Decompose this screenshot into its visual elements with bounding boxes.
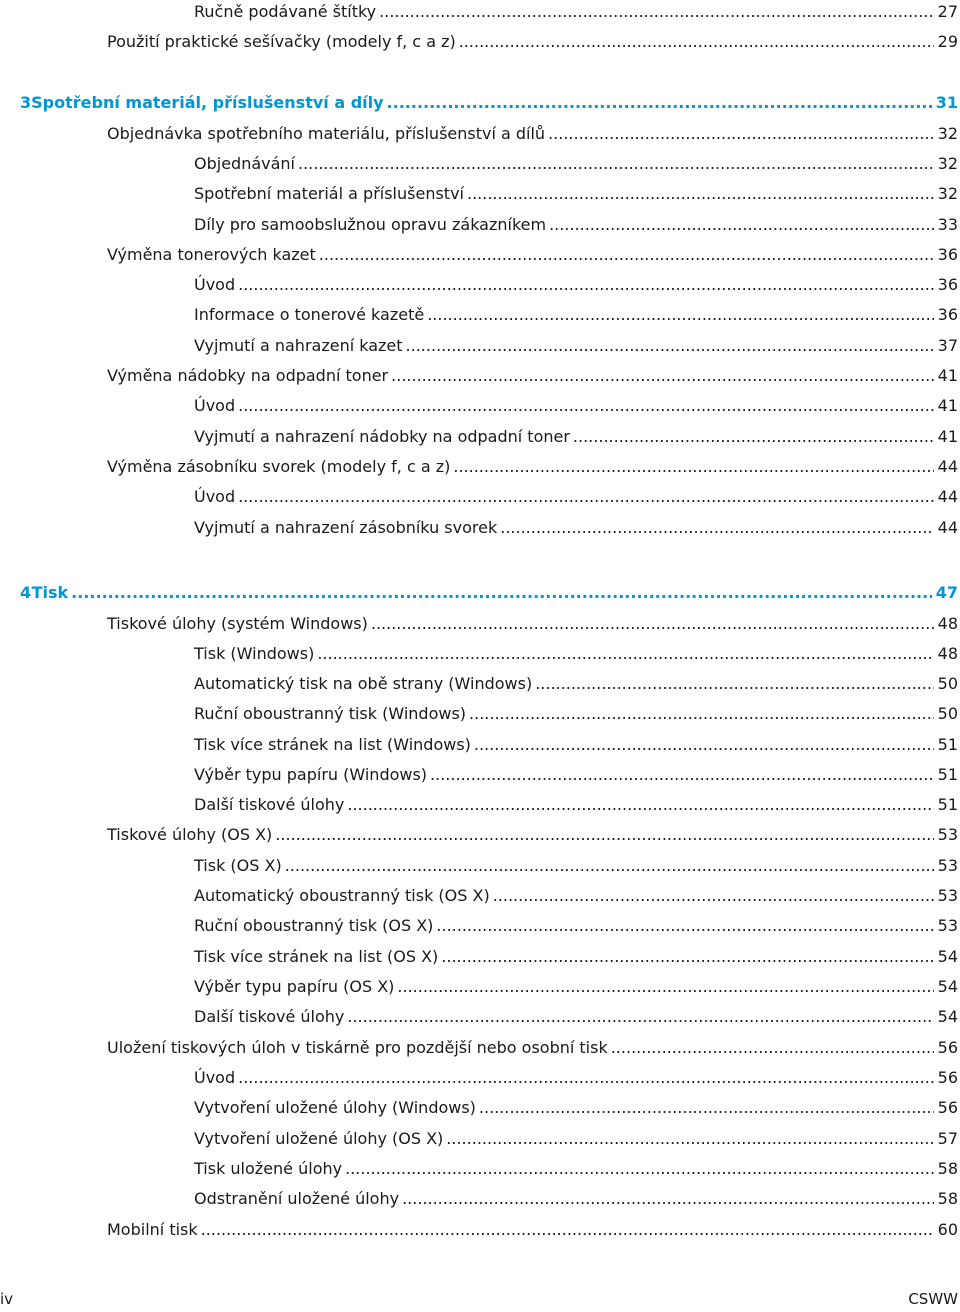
toc-page-number: 51 [937,765,958,784]
toc-entry[interactable] [0,455,960,479]
toc-entry[interactable] [0,1005,960,1029]
toc-entry[interactable] [0,975,960,999]
toc-entry[interactable] [0,1096,960,1120]
toc-entry[interactable] [0,1157,960,1181]
dot-leader [474,733,934,757]
toc-entry-title: Použití praktické sešívačky (modely f, c a z) [107,32,456,51]
toc-entry-title: Informace o tonerové kazetě [194,305,425,324]
toc-entry-title: Úvod [194,275,236,294]
dot-leader [238,394,934,418]
toc-page-number: 51 [937,735,958,754]
toc-entry[interactable] [0,1066,960,1090]
toc-entry[interactable] [0,854,960,878]
dot-leader [436,914,933,938]
dot-leader [238,273,934,297]
toc-page-number: 32 [937,124,958,143]
dot-leader [453,455,933,479]
dot-leader [406,334,934,358]
toc-page-number: 41 [937,427,958,446]
dot-leader [285,854,934,878]
dot-leader [493,884,934,908]
toc-page-number: 27 [937,2,958,21]
toc-entry-title: Objednávání [194,154,295,173]
toc-entry[interactable] [0,122,960,146]
toc-page-number: 58 [937,1189,958,1208]
dot-leader [446,1127,933,1151]
dot-leader [469,702,934,726]
dot-leader [611,1036,934,1060]
toc-entry-title: Tisk (OS X) [194,856,282,875]
toc-entry[interactable] [0,914,960,938]
toc-entry[interactable] [0,612,960,636]
toc-page-number: 29 [937,32,958,51]
toc-page-number: 36 [937,305,958,324]
toc-page-number: 56 [937,1038,958,1057]
toc-entry-title: Odstranění uložené úlohy [194,1189,400,1208]
toc-entry-title: Tisk více stránek na list (OS X) [194,947,439,966]
toc-page-number: 51 [937,795,958,814]
toc-entry-title: Spotřební materiál, příslušenství a díly [31,93,384,112]
toc-entry-title: Úvod [194,1068,236,1087]
toc-entry[interactable] [0,485,960,509]
toc-page-number: 32 [937,184,958,203]
toc-entry-title: Výměna zásobníku svorek (modely f, c a z) [107,457,451,476]
chapter-number: 4 [20,583,32,602]
toc-page-number: 48 [937,644,958,663]
dot-leader [238,1066,934,1090]
dot-leader [201,1218,934,1242]
toc-entry[interactable] [0,243,960,267]
toc-entry[interactable] [0,793,960,817]
toc-entry-title: Ručně podávané štítky [194,2,377,21]
toc-entry-title: Tisk [31,583,69,602]
dot-leader [275,823,933,847]
toc-page-number: 31 [935,93,958,112]
toc-page-number: 56 [937,1098,958,1117]
dot-leader [441,945,933,969]
footer-page-number: iv [0,1290,14,1308]
toc-entry-title: Ruční oboustranný tisk (OS X) [194,916,434,935]
toc-entry-title: Vytvoření uložené úlohy (OS X) [194,1129,444,1148]
toc-entry-title: Vyjmutí a nahrazení nádobky na odpadní toner [194,427,570,446]
toc-entry-title: Další tiskové úlohy [194,795,345,814]
toc-page-number: 41 [937,396,958,415]
dot-leader [347,793,933,817]
toc-entry[interactable] [0,1127,960,1151]
toc-entry[interactable] [0,884,960,908]
dot-leader [467,182,934,206]
dot-leader [298,152,934,176]
chapter-number: 3 [20,93,32,112]
toc-chapter[interactable] [0,581,960,605]
dot-leader [71,581,932,605]
toc-entry[interactable] [0,945,960,969]
dot-leader [317,642,933,666]
dot-leader [391,364,934,388]
dot-leader [387,91,932,115]
toc-entry[interactable] [0,152,960,176]
toc-entry[interactable] [0,702,960,726]
dot-leader [402,1187,934,1211]
toc-entry-title: Tisk více stránek na list (Windows) [194,735,471,754]
toc-entry-title: Spotřební materiál a příslušenství [194,184,464,203]
dot-leader [573,425,934,449]
toc-page-number: 47 [935,583,958,602]
toc-page-number: 57 [937,1129,958,1148]
toc-page-number: 48 [937,614,958,633]
toc-page-number: 53 [937,916,958,935]
dot-leader [549,213,934,237]
toc-page-number: 33 [937,215,958,234]
toc-entry[interactable] [0,516,960,540]
toc-entry[interactable] [0,334,960,358]
toc-entry[interactable] [0,30,960,54]
toc-page-number: 44 [937,487,958,506]
toc-page-number: 44 [937,518,958,537]
toc-entry[interactable] [0,763,960,787]
toc-entry[interactable] [0,823,960,847]
toc-page-number: 50 [937,674,958,693]
toc-entry[interactable] [0,1036,960,1060]
toc-entry[interactable] [0,364,960,388]
toc-entry-title: Úvod [194,487,236,506]
toc-page-number: 53 [937,856,958,875]
toc-entry-title: Automatický tisk na obě strany (Windows) [194,674,533,693]
toc-page-number: 41 [937,366,958,385]
toc-entry[interactable] [0,213,960,237]
toc-page-number: 37 [937,336,958,355]
toc-entry-title: Automatický oboustranný tisk (OS X) [194,886,490,905]
toc-entry-title: Výměna nádobky na odpadní toner [107,366,389,385]
toc-page-number: 53 [937,886,958,905]
dot-leader [430,763,934,787]
toc-entry[interactable] [0,642,960,666]
toc-page-number: 54 [937,977,958,996]
toc-entry[interactable] [0,394,960,418]
toc-entry-title: Výběr typu papíru (Windows) [194,765,428,784]
toc-entry-title: Tisk uložené úlohy [194,1159,343,1178]
toc-entry[interactable] [0,303,960,327]
dot-leader [500,516,933,540]
toc-page-number: 44 [937,457,958,476]
toc-entry-title: Ruční oboustranný tisk (Windows) [194,704,467,723]
toc-page-number: 54 [937,947,958,966]
toc-page-number: 36 [937,245,958,264]
toc-entry-title: Uložení tiskových úloh v tiskárně pro pozdější nebo osobní tisk [107,1038,608,1057]
toc-entry[interactable] [0,1218,960,1242]
toc-entry-title: Vyjmutí a nahrazení kazet [194,336,403,355]
toc-entry-title: Tisk (Windows) [194,644,315,663]
dot-leader [427,303,933,327]
toc-chapter[interactable] [0,91,960,115]
toc-entry-title: Vytvoření uložené úlohy (Windows) [194,1098,476,1117]
dot-leader [397,975,933,999]
toc-entry[interactable] [0,0,960,24]
toc-entry[interactable] [0,182,960,206]
toc-entry-title: Výměna tonerových kazet [107,245,316,264]
toc-entry-title: Výběr typu papíru (OS X) [194,977,395,996]
dot-leader [535,672,933,696]
toc-entry[interactable] [0,672,960,696]
toc-page-number: 54 [937,1007,958,1026]
footer-doc-code: CSWW [908,1290,958,1308]
toc-entry-title: Další tiskové úlohy [194,1007,345,1026]
toc-page-number: 56 [937,1068,958,1087]
toc-page-number: 60 [937,1220,958,1239]
toc-entry-title: Tiskové úlohy (systém Windows) [107,614,368,633]
toc-entry[interactable] [0,1187,960,1211]
toc-entry-title: Úvod [194,396,236,415]
dot-leader [319,243,934,267]
dot-leader [459,30,934,54]
dot-leader [548,122,934,146]
dot-leader [238,485,934,509]
toc-page-number: 58 [937,1159,958,1178]
toc-page-number: 53 [937,825,958,844]
toc-entry-title: Tiskové úlohy (OS X) [107,825,273,844]
toc-entry-title: Díly pro samoobslužnou opravu zákazníkem [194,215,547,234]
toc-page-number: 36 [937,275,958,294]
toc-entry-title: Mobilní tisk [107,1220,198,1239]
toc-page-number: 50 [937,704,958,723]
toc-entry[interactable] [0,733,960,757]
toc-page-number: 32 [937,154,958,173]
toc-entry[interactable] [0,425,960,449]
toc-entry-title: Objednávka spotřebního materiálu, příslušenství a dílů [107,124,546,143]
dot-leader [345,1157,934,1181]
toc-entry-title: Vyjmutí a nahrazení zásobníku svorek [194,518,498,537]
dot-leader [371,612,934,636]
dot-leader [347,1005,933,1029]
toc-entry[interactable] [0,273,960,297]
dot-leader [479,1096,934,1120]
dot-leader [379,0,933,24]
